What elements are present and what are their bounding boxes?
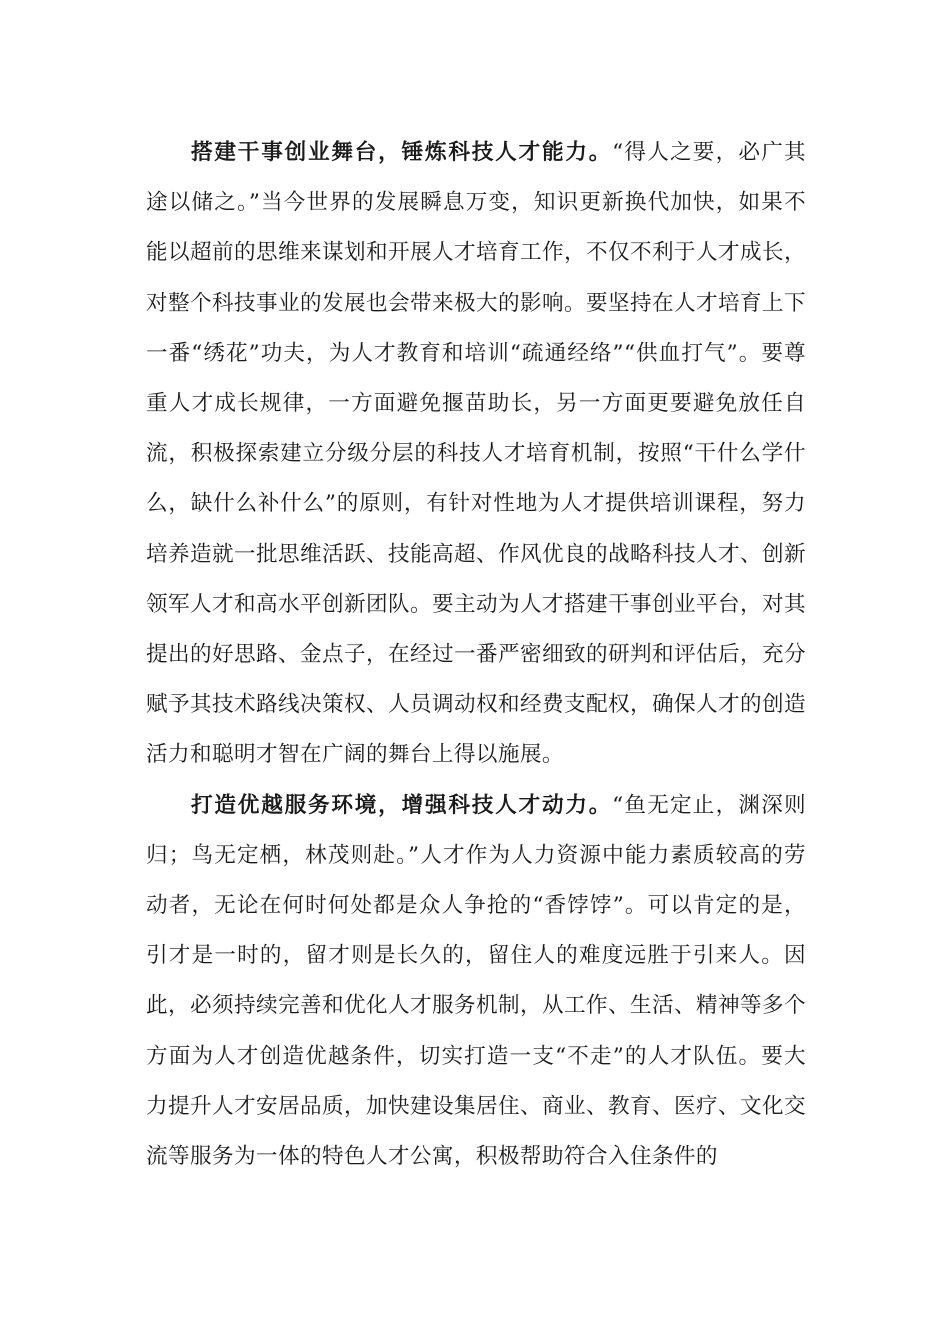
document-body [146,128,806,1182]
paragraph-2-lead: 打造优越服务环境，增强科技人才动力。 [191,792,613,818]
paragraph-2-body: “鱼无定止，渊深则归；鸟无定栖，林茂则赴。”人才作为人力资源中能力素质较高的劳动者，无论在何时何处都是众人争抢的“香饽饽”。可以肯定的是，引才是一时的，留才则是长久的，留住人的难度远胜于引来人。因此，必须持续完善和优化人才服务机制，从工作、生活、精神等多个方面为人才创造优越条件，切实打造一支“不走”的人才队伍。要大力提升人才安居品质，加快建设集居住、商业、教育、医疗、文化交流等服务为一体的特色人才公寓，积极帮助符合入住条件的 [146,792,806,1170]
paragraph-2 [146,781,806,1183]
paragraph-1-lead: 搭建干事创业舞台，锤炼科技人才能力。 [191,140,613,165]
paragraph-1-body: “得人之要，必广其途以储之。”当今世界的发展瞬息万变，知识更新换代加快，如果不能以超前的思维来谋划和开展人才培育工作，不仅不利于人才成长，对整个科技事业的发展也会带来极大的影响。要坚持在人才培育上下一番“绣花”功夫，为人才教育和培训“疏通经络”“供血打气”。要尊重人才成长规律，一方面避免揠苗助长，另一方面更要避免放任自流，积极探索建立分级分层的科技人才培育机制，按照“干什么学什么，缺什么补什么”的原则，有针对性地为人才提供培训课程，努力培养造就一批思维活跃、技能高超、作风优良的战略科技人才、创新领军人才和高水平创新团队。要主动为人才搭建干事创业平台，对其提出的好思路、金点子，在经过一番严密细致的研判和评估后，充分赋予其技术路线决策权、人员调动权和经费支配权，确保人才的创造活力和聪明才智在广阔的舞台上得以施展。 [146,140,806,768]
paragraph-1 [146,128,806,781]
